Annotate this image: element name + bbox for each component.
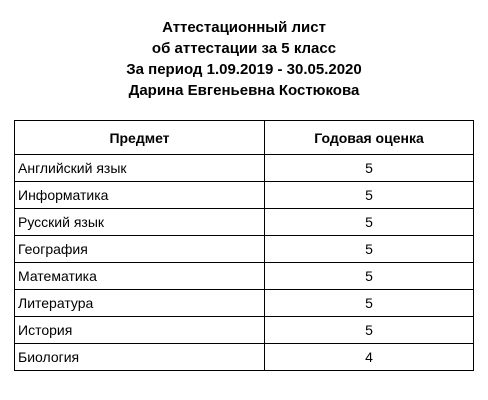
grade-cell: 5 bbox=[265, 182, 474, 209]
subject-cell: Русский язык bbox=[15, 209, 265, 236]
subject-cell: История bbox=[15, 317, 265, 344]
grade-cell: 5 bbox=[265, 236, 474, 263]
column-header-subject: Предмет bbox=[15, 121, 265, 155]
document-title: Аттестационный лист bbox=[162, 19, 326, 36]
document-period: За период 1.09.2019 - 30.05.2020 bbox=[126, 61, 362, 78]
subject-cell: Математика bbox=[15, 263, 265, 290]
table-row bbox=[15, 155, 474, 182]
table-row bbox=[15, 209, 474, 236]
table-row bbox=[15, 317, 474, 344]
table-row bbox=[15, 182, 474, 209]
table-row bbox=[15, 290, 474, 317]
table-header-row bbox=[15, 121, 474, 155]
grades-table bbox=[14, 120, 474, 371]
subject-cell: Литература bbox=[15, 290, 265, 317]
document-header bbox=[0, 17, 488, 101]
document-subtitle: об аттестации за 5 класс bbox=[151, 40, 337, 57]
table-row bbox=[15, 263, 474, 290]
grade-cell: 5 bbox=[265, 290, 474, 317]
table-row bbox=[15, 236, 474, 263]
grade-cell: 5 bbox=[265, 155, 474, 182]
subject-cell: Английский язык bbox=[15, 155, 265, 182]
subject-cell: География bbox=[15, 236, 265, 263]
grade-cell: 5 bbox=[265, 317, 474, 344]
subject-cell: Биология bbox=[15, 344, 265, 371]
subject-cell: Информатика bbox=[15, 182, 265, 209]
grade-cell: 4 bbox=[265, 344, 474, 371]
grade-cell: 5 bbox=[265, 263, 474, 290]
student-name: Дарина Евгеньевна Костюкова bbox=[128, 82, 360, 99]
table-row bbox=[15, 344, 474, 371]
column-header-grade: Годовая оценка bbox=[265, 121, 474, 155]
grade-cell: 5 bbox=[265, 209, 474, 236]
